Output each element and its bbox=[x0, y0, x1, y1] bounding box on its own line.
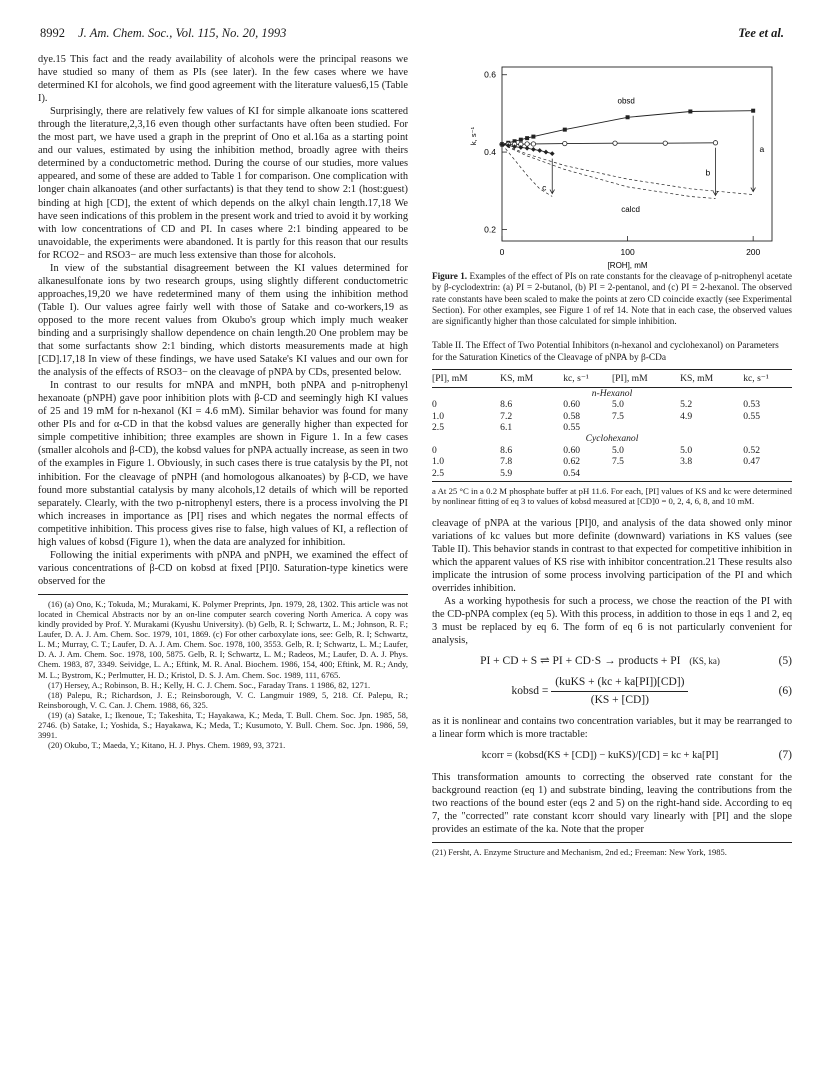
table-cell: 0.60 bbox=[563, 399, 581, 411]
table-cell: 1.0 bbox=[432, 410, 444, 422]
annotation-obsd: obsd bbox=[617, 96, 635, 106]
annotation-a: a bbox=[759, 144, 765, 155]
paragraph: Surprisingly, there are relatively few values of KI for simple alkanoate ions scattered through the literature,2,3,16 even though other surfactants have often been studied. For the most part, we have used a graph in the preprint of Ono et al.16a as a starting point and our values, estimated by using the inhibition method, broadly agree with theirs determined by a conductometric method. During the course of our studies, more values appeared, and some of these are added to Table 1 for comparison. One complication with longer chain alkanoates (and other surfactants) is that they tend to show 2:1 (host:guest) binding at high [CD], the extent of which depends on the alkyl chain length.17,18 We have seen indications of this problem in the present work and tried to avoid it by working with low concentrations of CD and PI. In cases where 2:1 binding appeared to be unavoidable, the experiments were abandoned. It is partly for this reason that our results for RCO2− and RSO3− are much less extensive than those for alcohols. bbox=[38, 106, 408, 261]
table-header: KS, mM bbox=[680, 369, 743, 387]
equation-body bbox=[432, 655, 768, 668]
eq5-text: PI + CD + S ⇌ PI + CD·S → products + PI bbox=[480, 655, 681, 668]
table-header: KS, mM bbox=[500, 369, 563, 387]
eq6-lhs: kobsd = bbox=[511, 685, 549, 698]
page-number: 8992 bbox=[40, 26, 65, 40]
series-obsd-b-point bbox=[713, 141, 717, 145]
series-calcd-b-line bbox=[502, 144, 716, 198]
table-cell: 7.5 bbox=[611, 410, 624, 422]
figure-1-plot bbox=[432, 53, 792, 270]
x-tick-label: 0 bbox=[499, 247, 505, 257]
eq5-ks: KS bbox=[692, 656, 704, 667]
paragraph: This transformation amounts to correcting the observed rate constant for the background reaction (eq 1) and substrate binding, leaving the contributions from the two reactions of the bound ester (eqs 2 and 5) on the right-hand side. According to eq 7, the "corrected" rate constant kcorr should vary linearly with [PI] and the slope provides an estimate of the ka. Note that the proper bbox=[432, 771, 792, 835]
equation-7 bbox=[432, 749, 792, 762]
eq7-text: kcorr = (kobsd(KS + [CD]) − kuKS)/[CD] = kc + ka[PI] bbox=[481, 750, 719, 762]
paragraph: dye.15 This fact and the ready availability of alcohols were the principal reasons we have studied so many of them as PIs (see later). In the few cases where we have determined KI for alcohols, we find good agreement with the literature values6,15 (Table I). bbox=[38, 54, 408, 105]
caption-label: Figure 1. bbox=[432, 271, 468, 281]
reference: (20) Okubo, T.; Maeda, Y.; Kitano, H. J. Phys. Chem. 1989, 93, 3721. bbox=[48, 740, 286, 751]
table-cell: 1.0 bbox=[432, 456, 444, 468]
table-cell: 5.0 bbox=[611, 444, 624, 456]
references bbox=[38, 594, 408, 750]
paragraph: In view of the substantial disagreement between the KI values determined for alkanesulfonate ions by two research groups, using slightly different conductometric approaches,19,20 we have redetermined many of them using the inhibition method (Table I). Our values agree fairly well with those of Satake and co-workers,19 as opposed to the more recent values from Okubo's group which imply much weaker binding and a surprisingly shallow dependence on chain length.20 One problem may be that some surfactants show 2:1 binding, which distorts measurements made at high [CD].17,18 In view of these findings, we have used Satake's KI values and our own for the analysis of the effects of RSO3− on the cleavage of pNPA by CDs, presented below. bbox=[38, 262, 408, 379]
paragraph: Following the initial experiments with pNPA and pNPH, we examined the effect of various concentrations of β-CD on kobsd at fixed [PI]0. Saturation-type kinetics were observed for the bbox=[38, 549, 408, 587]
table-cell: 0.55 bbox=[743, 410, 761, 422]
paragraph: In contrast to our results for mNPA and mNPH, both pNPA and p-nitrophenyl hexanoate (pNPH) gave poor inhibition plots with β-CD and seemingly high KI values of 25 and 19 mM for n-hexanol (KI = 4.6 mM). Similar behavior was found for many other PIs and for α-CD in that the kobsd values are generally higher than expected for simple competitive inhibition; three examples are shown in Figure 1. In a few cases (smaller alcohols and β-CD), the kobsd values for pNPA actually increase, as seen in two of the examples in Figure 1. Obviously, in such cases there is true catalysis by the PI, not inhibition. For the cleavage of pNPH (and homologous alkanoates) by β-CD, we have found more substantial catalysis by many alcohols,12 details of which will be reported separately. Clearly, with the two p-nitrophenyl esters, there is a process involving the PI which increases in importance as [PI] rises and which negates the normal effects of competitive inhibition. This process gives rise to false, high values of KI, a reflection of high values of kobsd (Figure 1), when the data are analyzed for inhibition. bbox=[38, 380, 408, 548]
table-cell: 0.53 bbox=[743, 399, 761, 411]
table-row bbox=[432, 411, 792, 422]
y-axis-label: k, s⁻¹ bbox=[469, 126, 478, 146]
table-cell: 5.2 bbox=[680, 399, 693, 411]
annotation-c: c bbox=[542, 182, 547, 193]
table-cell: 2.5 bbox=[432, 421, 444, 433]
table-header: kc, s⁻¹ bbox=[743, 369, 792, 387]
y-tick-label: 0.6 bbox=[484, 69, 496, 80]
eq5-ka: ka bbox=[708, 656, 717, 667]
table-header: [PI], mM bbox=[612, 369, 680, 387]
table-footnote: a At 25 °C in a 0.2 M phosphate buffer at pH 11.6. For each, [PI] values of KS and kc were determined by nonlinear fitting of eq 3 to values of kobsd measured at [CD]0 = 0, 2, 4, 6, 8, and 10 mM. bbox=[432, 485, 792, 507]
table-group-label: Cyclohexanol bbox=[585, 433, 639, 445]
y-tick-label: 0.2 bbox=[484, 224, 496, 235]
table-2 bbox=[432, 369, 792, 482]
series-obsd-c-point bbox=[531, 147, 536, 152]
series-obsd-b-point bbox=[525, 142, 529, 146]
equation-number: (6) bbox=[778, 685, 792, 698]
eq5-constants: (KS, ka) bbox=[689, 656, 720, 667]
series-obsd-a-point bbox=[525, 136, 529, 140]
table-cell: 4.9 bbox=[680, 410, 693, 422]
table-row bbox=[432, 422, 792, 433]
reference: (17) Hersey, A.; Robinson, B. H.; Kelly, H. C. J. Chem. Soc., Faraday Trans. 1 1986, 82, 1271. bbox=[48, 679, 371, 690]
x-tick-label: 200 bbox=[746, 247, 761, 257]
series-obsd-c-point bbox=[537, 148, 542, 153]
table-cell: 0.54 bbox=[563, 468, 612, 482]
equation-number: (7) bbox=[778, 749, 792, 762]
table-cell: 0.60 bbox=[563, 444, 581, 456]
y-tick-label: 0.4 bbox=[484, 147, 496, 158]
table-cell: 7.2 bbox=[500, 410, 513, 422]
journal-citation: J. Am. Chem. Soc., Vol. 115, No. 20, 1993 bbox=[78, 26, 287, 40]
table-row bbox=[432, 468, 792, 482]
plot-frame bbox=[502, 67, 772, 241]
table-cell: 0 bbox=[432, 444, 437, 456]
table-cell: 3.8 bbox=[680, 456, 693, 468]
eq6-numerator: (kuKS + (kc + ka[PI])[CD]) bbox=[551, 676, 688, 692]
table-cell: 2.5 bbox=[432, 468, 500, 482]
eq6-denominator: (KS + [CD]) bbox=[590, 694, 649, 707]
series-obsd-a-point bbox=[626, 115, 630, 119]
footnote-21: (21) Fersht, A. Enzyme Structure and Mechanism, 2nd ed.; Freeman: New York, 1985. bbox=[432, 842, 792, 857]
series-obsd-c-point bbox=[550, 151, 555, 156]
table-cell: 8.6 bbox=[500, 444, 513, 456]
figure-caption bbox=[432, 271, 792, 327]
table-cell: 0.62 bbox=[563, 456, 581, 468]
header-left bbox=[40, 26, 286, 41]
table-cell: 0.58 bbox=[563, 410, 581, 422]
x-axis-label: [ROH], mM bbox=[607, 261, 648, 270]
series-obsd-b-point bbox=[663, 141, 667, 145]
table-cell: 0.52 bbox=[743, 444, 761, 456]
annotation-b: b bbox=[705, 167, 711, 178]
page-header bbox=[40, 26, 784, 46]
left-column bbox=[38, 53, 408, 1033]
equation-6 bbox=[432, 676, 792, 707]
right-column bbox=[432, 53, 792, 1033]
series-obsd-a-point bbox=[563, 128, 567, 132]
caption-text: Examples of the effect of PIs on rate constants for the cleavage of p-nitrophenyl acetate by β-cyclodextrin: (a) PI = 2-butanol, (b) PI = 2-pentanol, and (c) PI = 2-hexanol. The observed rate constants have been scaled to make the points at zero CD coincide exactly (see Experimental Section). For other examples, see Figure 1 of ref 14. Note that in each case, the observed values are significantly higher than those calculated for simple inhibition. bbox=[432, 271, 793, 327]
table-row bbox=[432, 445, 792, 456]
table-cell: 5.9 bbox=[500, 468, 563, 482]
equation-5 bbox=[432, 655, 792, 668]
table-header: kc, s⁻¹ bbox=[563, 369, 612, 387]
table-cell: 0.55 bbox=[563, 421, 581, 433]
table-title: Table II. The Effect of Two Potential Inhibitors (n-hexanol and cyclohexanol) on Parameters for the Saturation Kinetics of the Cleavage of pNPA by β-CDa bbox=[432, 341, 779, 364]
table-cell: 5.0 bbox=[680, 444, 693, 456]
table-cell: 8.6 bbox=[500, 399, 513, 411]
table-row bbox=[432, 456, 792, 467]
table-cell: 7.5 bbox=[611, 456, 624, 468]
paragraph: as it is nonlinear and contains two concentration variables, but it may be rearranged to a linear form which is more tractable: bbox=[432, 716, 792, 741]
eq6-fraction bbox=[551, 676, 688, 707]
table-cell: 7.8 bbox=[500, 456, 513, 468]
x-tick-label: 100 bbox=[620, 247, 635, 257]
equation-body bbox=[432, 676, 768, 707]
paragraph: As a working hypothesis for such a process, we chose the reaction of the PI with the CD-pNPA complex (eq 5). With this process, in addition to those in eqs 1 and 2, eq 3 must be replaced by eq 6. The form of eq 6 is not particularly convenient for analysis, bbox=[432, 596, 792, 647]
table-cell: 0.47 bbox=[743, 456, 761, 468]
series-obsd-c-point bbox=[544, 150, 549, 155]
series-obsd-a-point bbox=[751, 109, 755, 113]
paragraph: cleavage of pNPA at the various [PI]0, and analysis of the data showed only minor variations of kc values but more definite (downward) variations in KS values (see Table II). This behavior stands in contrast to that expected for competitive inhibition in which the apparent values of KS rise with inhibitor concentration.21 These results also implicate the intrusion of some process involving participation of the PI and which overrides inhibition. bbox=[432, 517, 792, 595]
figure-1 bbox=[432, 53, 792, 270]
table-cell: 5.0 bbox=[611, 399, 624, 411]
table-header: [PI], mM bbox=[432, 369, 500, 387]
series-obsd-a-point bbox=[519, 138, 523, 142]
table-cell: 0 bbox=[432, 399, 437, 411]
series-obsd-c-point bbox=[525, 146, 530, 151]
reference: (18) Palepu, R.; Richardson, J. E.; Reinsborough, V. C. Langmuir 1989, 5, 218. Cf. Palepu, R.; Reinsborough, V. C. Can. J. Chem. 1988, 66, 325. bbox=[38, 689, 408, 710]
table-cell: 6.1 bbox=[500, 421, 513, 433]
table-row bbox=[432, 399, 792, 410]
series-obsd-a-point bbox=[688, 109, 692, 113]
equation-number: (5) bbox=[778, 655, 792, 668]
series-obsd-b-point bbox=[563, 141, 567, 145]
table-header-row bbox=[432, 369, 792, 387]
series-obsd-b-point bbox=[613, 141, 617, 145]
header-authors: Tee et al. bbox=[738, 26, 784, 40]
series-obsd-a-point bbox=[531, 135, 535, 139]
reference: (16) (a) Ono, K.; Tokuda, M.; Murakami, K. Polymer Preprints, Jpn. 1979, 28, 1302. This article was not located in Chemical Abstracts nor by an on-line computer search covering North America. A copy was kindly provided by Prof. Y. Murakami (Kyushu University). (b) Gelb, R. I; Schwartz, L. M.; Johnson, R. F.; Laufer, D. A. J. Am. Chem. Soc. 1979, 101, 1869. (c) For other carboxylate ions, see: Gelb, R. I; Schwartz, L. M.; Murray, C. T.; Laufer, D. A. J. Am. Chem. Soc. 1978, 100, 3553. Gelb, R. I; Schwartz, L. M.; Laufer, D. A. J. Am. Chem. Soc. 1978, 100, 5875. Gelb, R. I; Schwartz, L. M.; Radeos, M.; Laufer, D. A. J. Phys. Chem. 1983, 87, 3349. Seividge, L. A.; Eftink, M. R. Anal. Biochem. 1986, 154, 400; Eftink, M. R.; Andy, M. L.; Bystrom, K.; Perlmutter, H. D.; Kristol, D. S. J. Am. Chem. Soc. 1989, 111, 6765. bbox=[38, 598, 408, 680]
annotation-calcd: calcd bbox=[621, 205, 640, 214]
reference: (19) (a) Satake, I.; Ikenoue, T.; Takeshita, T.; Hayakawa, K.; Meda, T. Bull. Chem. Soc. Jpn. 1985, 58, 2746. (b) Satake, I.; Yoshida, S.; Hayakawa, K.; Meda, T.; Kusumoto, Y. Bull. Chem. Soc. Jpn. 1986, 59, 3991. bbox=[38, 709, 408, 741]
table-group-label: n-Hexanol bbox=[591, 387, 633, 399]
series-obsd-b-point bbox=[531, 142, 535, 146]
